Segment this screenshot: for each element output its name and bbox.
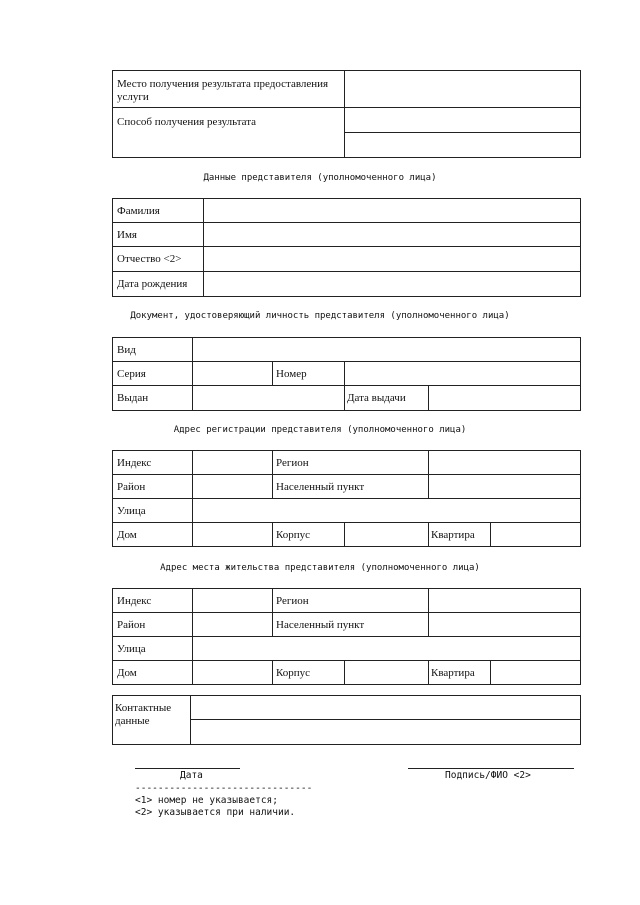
result-method-field-1[interactable] <box>345 108 580 131</box>
res-locality-field[interactable] <box>429 613 580 635</box>
res-index-field[interactable] <box>193 589 271 611</box>
birth-date-field[interactable] <box>204 272 580 296</box>
id-doc-caption: Документ, удостоверяющий личность представителя (уполномоченного лица) <box>130 311 510 321</box>
reg-street-label: Улица <box>117 505 146 517</box>
doc-type-label: Вид <box>117 344 136 356</box>
reg-divider <box>428 522 429 547</box>
reg-index-field[interactable] <box>193 451 271 473</box>
surname-label: Фамилия <box>117 205 160 217</box>
reg-address-caption: Адрес регистрации представителя (уполномоченного лица) <box>173 425 467 435</box>
reg-house-field[interactable] <box>193 523 271 546</box>
result-place-label: Место получения результата предоставления услуги <box>117 78 329 103</box>
res-divider <box>272 588 273 636</box>
contacts-label: Контактные данные <box>115 702 172 727</box>
reg-region-field[interactable] <box>429 451 580 473</box>
res-locality-label: Населенный пункт <box>276 619 365 631</box>
doc-number-field[interactable] <box>345 362 580 384</box>
res-address-caption: Адрес места жительства представителя (уполномоченного лица) <box>160 563 480 573</box>
reg-locality-label: Населенный пункт <box>276 481 365 493</box>
reg-building-field[interactable] <box>345 523 427 546</box>
res-building-field[interactable] <box>345 661 427 684</box>
res-apartment-label: Квартира <box>431 667 475 679</box>
birth-date-label: Дата рождения <box>117 278 188 290</box>
result-place-field[interactable] <box>345 71 580 106</box>
footnote-separator: ------------------------------- <box>135 783 313 794</box>
res-house-field[interactable] <box>193 661 271 684</box>
doc-issue-date-label: Дата выдачи <box>347 392 406 404</box>
doc-number-label: Номер <box>276 368 307 380</box>
reg-index-label: Индекс <box>117 457 152 469</box>
footnote-2: <2> указывается при наличии. <box>135 807 296 818</box>
res-region-field[interactable] <box>429 589 580 611</box>
doc-issued-by-label: Выдан <box>117 392 149 404</box>
reg-district-label: Район <box>117 481 146 493</box>
doc-series-label: Серия <box>117 368 146 380</box>
reg-building-label: Корпус <box>276 529 311 541</box>
reg-divider <box>272 522 273 547</box>
rep-data-caption: Данные представителя (уполномоченного лица) <box>203 173 437 183</box>
surname-field[interactable] <box>204 199 580 221</box>
doc-series-field[interactable] <box>193 362 271 384</box>
signature-label: Подпись/ФИО <2> <box>445 770 531 781</box>
name-label: Имя <box>117 229 137 241</box>
res-street-field[interactable] <box>193 637 580 659</box>
res-apartment-field[interactable] <box>491 661 580 684</box>
res-district-label: Район <box>117 619 146 631</box>
doc-issued-by-field[interactable] <box>193 386 343 410</box>
reg-region-label: Регион <box>276 457 309 469</box>
reg-apartment-field[interactable] <box>491 523 580 546</box>
id-doc-divider <box>272 361 273 385</box>
res-house-label: Дом <box>117 667 137 679</box>
result-method-label: Способ получения результата <box>117 116 257 128</box>
patronymic-field[interactable] <box>204 247 580 270</box>
res-divider <box>272 660 273 685</box>
doc-type-field[interactable] <box>193 338 580 360</box>
date-line <box>135 768 240 769</box>
res-divider <box>428 660 429 685</box>
doc-issue-date-field[interactable] <box>429 386 580 410</box>
footnote-1: <1> номер не указывается; <box>135 795 278 806</box>
res-building-label: Корпус <box>276 667 311 679</box>
name-field[interactable] <box>204 223 580 245</box>
contacts-field-2[interactable] <box>191 720 580 744</box>
reg-apartment-label: Квартира <box>431 529 475 541</box>
result-method-field-2[interactable] <box>345 133 580 157</box>
res-district-field[interactable] <box>193 613 271 635</box>
res-street-label: Улица <box>117 643 146 655</box>
reg-district-field[interactable] <box>193 475 271 497</box>
contacts-field-1[interactable] <box>191 696 580 718</box>
reg-divider <box>272 450 273 498</box>
patronymic-label: Отчество <2> <box>117 253 182 265</box>
reg-locality-field[interactable] <box>429 475 580 497</box>
date-label: Дата <box>180 770 203 781</box>
signature-line <box>408 768 574 769</box>
reg-street-field[interactable] <box>193 499 580 521</box>
reg-house-label: Дом <box>117 529 137 541</box>
res-region-label: Регион <box>276 595 309 607</box>
res-index-label: Индекс <box>117 595 152 607</box>
